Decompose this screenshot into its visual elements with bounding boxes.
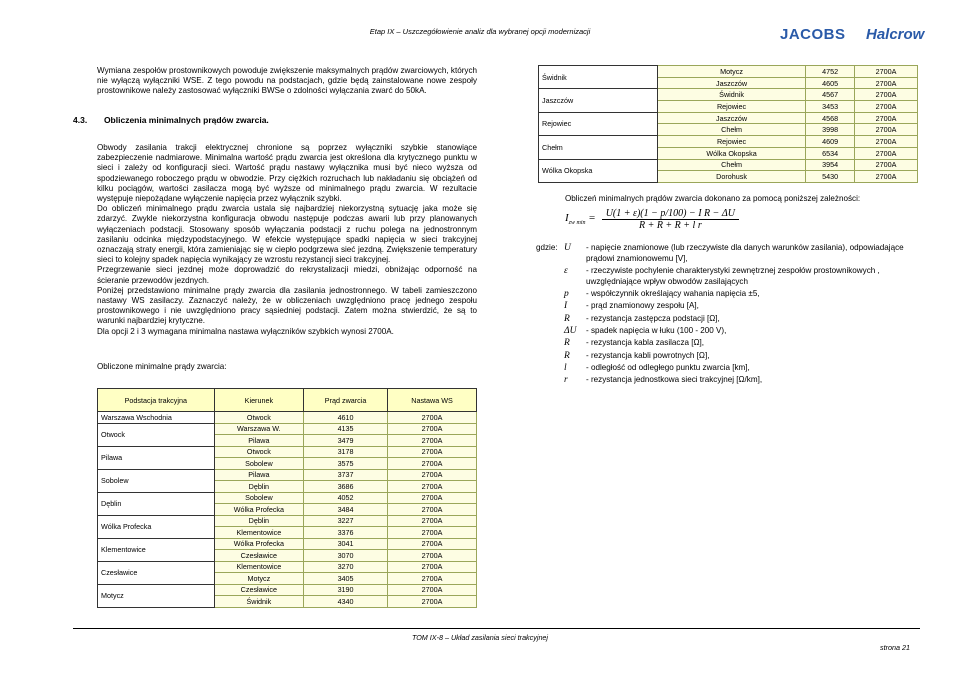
col-header-direction: Kierunek [214, 389, 303, 412]
definition-text: - prąd znamionowy zespołu [A], [586, 301, 699, 311]
fault-current-table [97, 388, 477, 608]
table-row [98, 412, 477, 424]
direction-cell: Dęblin [214, 515, 303, 527]
table-row [539, 159, 918, 171]
table-row [98, 469, 477, 481]
definition-text: - rezystancja zastępcza podstacji [Ω], [586, 313, 720, 323]
direction-cell: Otwock [214, 412, 303, 424]
table-row [539, 112, 918, 124]
paragraph-1: Obwody zasilania trakcji elektrycznej chronione są poprzez wyłączniki szybkie stanowiące zabezpieczenie nadmiarowe. Minimalna wartość prądu zwarcia jest określona dla krytycznego punktu w sieci i zależy od konfiguracji sieci. Wartość prądu nastawy wyłącznika musi być nieco wyższa od spodziewanego roboczego prądu w obwodzie. Przy ciężkich rozruchach lub nakładaniu się obciążeń od kilku pociągów, wartości zasilacza mogą być wyższe od minimalnego prądu zwarcia. W rezultacie występuje niepożądane wyłączenie napięcia przez wyłącznik szybki. [97, 143, 477, 204]
formula-intro: Obliczeń minimalnych prądów zwarcia dokonano za pomocą poniższej zależności: [565, 194, 861, 203]
table-row [539, 136, 918, 148]
direction-cell: Sobolew [214, 492, 303, 504]
definition-row [536, 351, 926, 362]
definition-symbol: l [564, 362, 567, 373]
definition-text: - napięcie znamionowe (lub rzeczywiste dla danych warunków zasilania), odpowiadające prądowi znamionowemu [V], [586, 243, 904, 263]
footer-title: TOM IX-8 – Układ zasilania sieci trakcyjnej [411, 633, 549, 642]
definition-symbol: ΔU [564, 326, 577, 337]
table-row [98, 538, 477, 550]
definitions-list [536, 243, 926, 388]
setting-cell: 2700A [388, 458, 477, 470]
halcrow-logo: Halcrow [866, 26, 925, 43]
direction-cell: Wólka Profecka [214, 538, 303, 550]
direction-cell: Świdnik [658, 89, 806, 101]
setting-cell: 2700A [855, 159, 918, 171]
substation-cell: Jaszczów [539, 89, 658, 112]
current-cell: 4135 [304, 423, 388, 435]
current-cell: 3575 [304, 458, 388, 470]
table-row [98, 515, 477, 527]
current-cell: 3270 [304, 561, 388, 573]
setting-cell: 2700A [855, 124, 918, 136]
definition-prefix [536, 351, 564, 362]
definition-row [536, 375, 926, 386]
definition-prefix [536, 266, 564, 288]
definition-symbol: R [564, 338, 570, 349]
current-cell: 3405 [304, 573, 388, 585]
current-cell: 3041 [304, 538, 388, 550]
substation-cell: Wólka Profecka [98, 515, 215, 538]
definition-symbol: R [564, 350, 570, 361]
definition-row [536, 314, 926, 325]
definition-text: - rzeczywiste pochylenie charakterystyki zewnętrznej zespołów prostownikowych , uwzględniające wpływ obwodów zasilających [586, 266, 880, 286]
current-cell: 4340 [304, 596, 388, 608]
current-cell: 3998 [806, 124, 855, 136]
intro-paragraph: Wymiana zespołów prostownikowych powoduje zwiększenie maksymalnych prądów zwarciowych, których nie wyłączą wyłączniki WSE. Z tego powodu na podstacjach, gdzie będą zainstalowane nowe zespoły prostownikowe należy zastosować wyłączniki BWSe o zdolności wyłączania zwarć do 50kA. [97, 66, 477, 96]
setting-cell: 2700A [388, 423, 477, 435]
definition-text: - rezystancja jednostkowa sieci trakcyjnej [Ω/km], [586, 375, 763, 385]
setting-cell: 2700A [855, 136, 918, 148]
direction-cell: Chełm [658, 124, 806, 136]
substation-cell: Dęblin [98, 492, 215, 515]
direction-cell: Pilawa [214, 435, 303, 447]
direction-cell: Klementowice [214, 527, 303, 539]
formula-denominator: R + R + R + l r [638, 220, 702, 231]
direction-cell: Rejowiec [658, 136, 806, 148]
current-cell: 4567 [806, 89, 855, 101]
table-row [539, 89, 918, 101]
setting-cell: 2700A [388, 596, 477, 608]
definition-prefix [536, 289, 564, 300]
direction-cell: Wólka Okopska [658, 147, 806, 159]
current-cell: 3178 [304, 446, 388, 458]
setting-cell: 2700A [388, 492, 477, 504]
setting-cell: 2700A [388, 550, 477, 562]
current-cell: 3190 [304, 584, 388, 596]
definition-symbol: U [564, 243, 571, 253]
definition-row [536, 243, 926, 265]
definition-prefix [536, 363, 564, 374]
table-row [98, 492, 477, 504]
direction-cell: Jaszczów [658, 77, 806, 89]
formula-numerator: U(1 + ε)(1 − p/100) − I R − ΔU [602, 208, 739, 220]
page-number: strona 21 [880, 643, 910, 652]
definition-prefix [536, 326, 564, 337]
definition-row [536, 338, 926, 349]
setting-cell: 2700A [855, 66, 918, 78]
direction-cell: Jaszczów [658, 112, 806, 124]
definition-symbol: p [564, 289, 569, 300]
current-cell: 3227 [304, 515, 388, 527]
paragraph-2: Do obliczeń minimalnego prądu zwarcia ustala się najbardziej niekorzystną sytuację jaka może się zdarzyć. Zwykle niekorzystna konfiguracja obwodu następuje podczas awarii lub przy planowanych wyłączeniach podstacji. Stosowany sposób wyłączania podstacji z ruchu polega na jednostronnym zasilaniu odcinka międzypodstacyjnego. W efekcie występujące spadki napięcia w sieci trakcyjnej oznaczają straty energii, która zamieniając się w ciepło podgrzewa sieć jezdną. Zwiększenie temperatury sieci to kolejny spadek napięcia wynikający ze wzrostu rezystancji sieci trakcyjnej. [97, 204, 477, 265]
setting-cell: 2700A [388, 469, 477, 481]
col-header-substation: Podstacja trakcyjna [98, 389, 215, 412]
definition-symbol: ε [564, 266, 568, 277]
definition-row [536, 326, 926, 337]
section-heading [73, 115, 269, 125]
setting-cell: 2700A [388, 561, 477, 573]
setting-cell: 2700A [855, 171, 918, 183]
direction-cell: Czesławice [214, 550, 303, 562]
direction-cell: Warszawa W. [214, 423, 303, 435]
setting-cell: 2700A [388, 504, 477, 516]
definition-symbol: r [564, 375, 568, 386]
current-cell: 4605 [806, 77, 855, 89]
current-cell: 3453 [806, 101, 855, 113]
direction-cell: Dęblin [214, 481, 303, 493]
definition-prefix [536, 375, 564, 386]
definition-text: - odległość od odległego punktu zwarcia [km], [586, 362, 750, 372]
setting-cell: 2700A [388, 481, 477, 493]
substation-cell: Sobolew [98, 469, 215, 492]
definition-row [536, 266, 926, 288]
paragraph-5: Dla opcji 2 i 3 wymagana minimalna nastawa wyłączników szybkich wynosi 2700A. [97, 326, 394, 336]
current-cell: 3376 [304, 527, 388, 539]
setting-cell: 2700A [388, 538, 477, 550]
setting-cell: 2700A [388, 584, 477, 596]
substation-cell: Chełm [539, 136, 658, 159]
setting-cell: 2700A [388, 446, 477, 458]
header-title: Etap IX – Uszczegółowienie analiz dla wybranej opcji modernizacji [369, 27, 591, 36]
formula-lhs: $I_{zw min}$ = [565, 212, 596, 227]
current-cell: 3686 [304, 481, 388, 493]
current-cell: 4568 [806, 112, 855, 124]
definition-prefix [536, 301, 564, 312]
direction-cell: Klementowice [214, 561, 303, 573]
table-row [98, 446, 477, 458]
definition-text: - współczynnik określający wahania napięcia ±5, [586, 289, 760, 299]
col-header-current: Prąd zwarcia [304, 389, 388, 412]
body-text [97, 143, 477, 337]
setting-cell: 2700A [388, 515, 477, 527]
current-cell: 3479 [304, 435, 388, 447]
setting-cell: 2700A [855, 77, 918, 89]
direction-cell: Chełm [658, 159, 806, 171]
current-cell: 4052 [304, 492, 388, 504]
setting-cell: 2700A [855, 101, 918, 113]
substation-cell: Pilawa [98, 446, 215, 469]
current-cell: 6534 [806, 147, 855, 159]
definition-row [536, 289, 926, 300]
current-cell: 3070 [304, 550, 388, 562]
definition-row [536, 363, 926, 374]
footer-rule [73, 628, 920, 629]
substation-cell: Otwock [98, 423, 215, 446]
current-cell: 4609 [806, 136, 855, 148]
substation-cell: Świdnik [539, 66, 658, 89]
section-title: Obliczenia minimalnych prądów zwarcia. [103, 115, 269, 125]
substation-cell: Klementowice [98, 538, 215, 561]
paragraph-4: Poniżej przedstawiono minimalne prądy zwarcia dla zasilania jednostronnego. W tabeli zamieszczono nastawy WS zasilaczy. Zaznaczyć należy, że w obliczeniach uwzględniono pracę jednego zespołu prostownikowego i nie uwzględniono pracy sąsiedniej podstacji. Zatem można stwierdzić, że są to warunki najbardziej krytyczne. [97, 285, 477, 326]
section-number: 4.3. [73, 115, 88, 125]
current-cell: 4610 [304, 412, 388, 424]
substation-cell: Czesławice [98, 561, 215, 584]
setting-cell: 2700A [855, 89, 918, 101]
direction-cell: Pilawa [214, 469, 303, 481]
col-header-setting: Nastawa WS [388, 389, 477, 412]
direction-cell: Otwock [214, 446, 303, 458]
jacobs-logo: JACOBS [780, 26, 846, 43]
substation-cell: Motycz [98, 584, 215, 607]
substation-cell: Wólka Okopska [539, 159, 658, 182]
direction-cell: Sobolew [214, 458, 303, 470]
setting-cell: 2700A [388, 527, 477, 539]
table-row [98, 423, 477, 435]
substation-cell: Rejowiec [539, 112, 658, 135]
paragraph-3: Przegrzewanie sieci jezdnej może doprowadzić do rekrystalizacji miedzi, obniżając odporność na ścieranie przewodów jezdnych. [97, 265, 477, 285]
definition-symbol: I [564, 301, 568, 312]
setting-cell: 2700A [855, 147, 918, 159]
formula-lhs-sub: zw min [568, 220, 586, 227]
setting-cell: 2700A [388, 412, 477, 424]
direction-cell: Świdnik [214, 596, 303, 608]
current-cell: 4752 [806, 66, 855, 78]
definition-text: - rezystancja kabla zasilacza [Ω], [586, 338, 705, 348]
direction-cell: Wólka Profecka [214, 504, 303, 516]
definition-row [536, 301, 926, 312]
definition-text: - spadek napięcia w łuku (100 - 200 V), [586, 326, 727, 336]
table-caption: Obliczone minimalne prądy zwarcia: [97, 362, 227, 371]
definition-prefix [536, 338, 564, 349]
table-row [98, 561, 477, 573]
definition-text: - rezystancja kabli powrotnych [Ω], [586, 350, 710, 360]
current-cell: 3737 [304, 469, 388, 481]
definition-prefix: gdzie: [536, 243, 558, 252]
current-cell: 5430 [806, 171, 855, 183]
setting-cell: 2700A [388, 435, 477, 447]
table-row [539, 66, 918, 78]
fault-current-table-continued [538, 65, 918, 183]
definition-symbol: R [564, 313, 570, 324]
direction-cell: Motycz [214, 573, 303, 585]
direction-cell: Rejowiec [658, 101, 806, 113]
definition-prefix [536, 314, 564, 325]
setting-cell: 2700A [388, 573, 477, 585]
current-cell: 3484 [304, 504, 388, 516]
formula [565, 208, 739, 231]
direction-cell: Czesławice [214, 584, 303, 596]
direction-cell: Motycz [658, 66, 806, 78]
current-cell: 3954 [806, 159, 855, 171]
direction-cell: Dorohusk [658, 171, 806, 183]
setting-cell: 2700A [855, 112, 918, 124]
substation-cell: Warszawa Wschodnia [98, 412, 215, 424]
table-row [98, 584, 477, 596]
